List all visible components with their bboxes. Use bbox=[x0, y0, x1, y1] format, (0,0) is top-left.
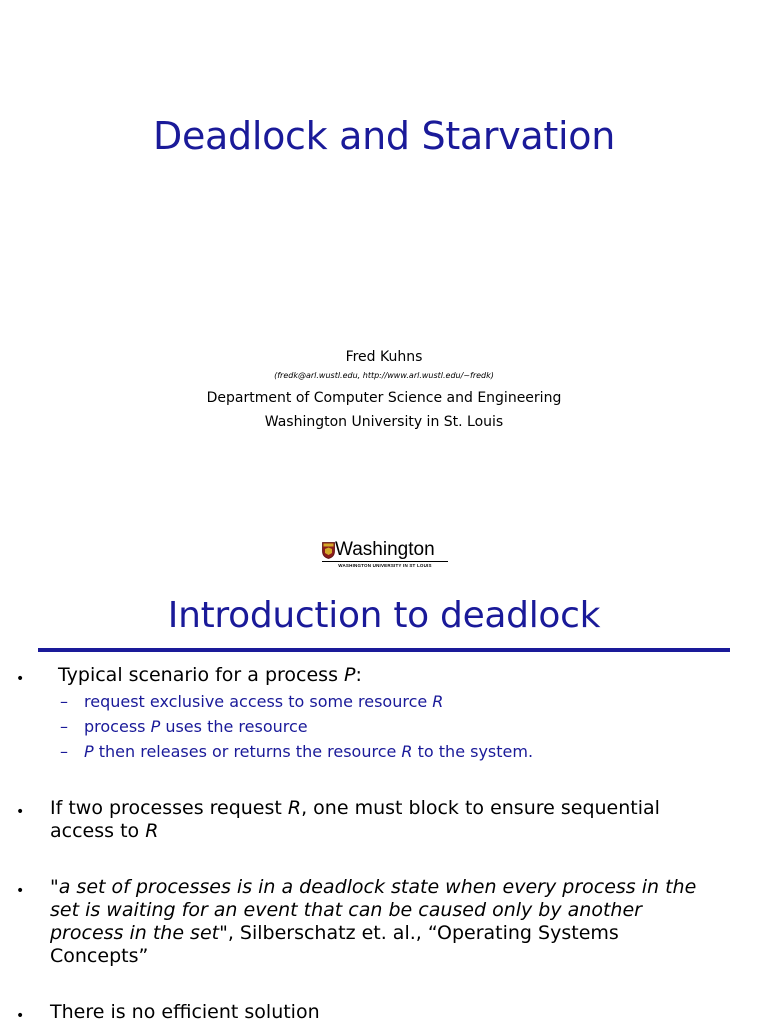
author-name: Fred Kuhns bbox=[345, 349, 423, 365]
title-rule bbox=[38, 648, 730, 652]
university: Washington University in St. Louis bbox=[264, 414, 504, 430]
bullet-text: "a set of processes is in a deadlock state when every process in the set is waiting for an event that can be caused only by another process in the set", Silberschatz et. al., “Operating Systems Concepts” bbox=[50, 876, 697, 967]
bullet-marker: • bbox=[16, 804, 25, 820]
sub-bullet-text: request exclusive access to some resource R bbox=[84, 692, 444, 711]
slide-title: Introduction to deadlock bbox=[167, 595, 601, 636]
bullet-text: If two processes request R, one must block to ensure sequential access to R bbox=[50, 797, 660, 842]
bullet-text: There is no efficient solution bbox=[50, 1001, 320, 1023]
author-contact: (fredk@arl.wustl.edu, http://www.arl.wustl.edu/~fredk) bbox=[274, 371, 494, 380]
logo-wordmark: Washington bbox=[335, 539, 435, 560]
sub-bullet-marker: – bbox=[60, 692, 68, 711]
slide-title: Deadlock and Starvation bbox=[153, 114, 615, 158]
sub-bullet-marker: – bbox=[60, 717, 68, 736]
university-logo bbox=[322, 540, 462, 570]
logo-subtitle: WASHINGTON UNIVERSITY IN ST LOUIS bbox=[322, 561, 448, 568]
sub-bullet-text: P then releases or returns the resource R to the system. bbox=[84, 742, 534, 761]
sub-bullet-marker: – bbox=[60, 742, 68, 761]
bullet-marker: • bbox=[16, 1008, 25, 1024]
bullet-marker: • bbox=[16, 883, 25, 899]
sub-bullet-text: process P uses the resource bbox=[84, 717, 308, 736]
crest-icon bbox=[322, 542, 335, 559]
department: Department of Computer Science and Engineering bbox=[206, 390, 562, 406]
bullet-text: Typical scenario for a process P: bbox=[58, 664, 362, 686]
content-slide bbox=[0, 585, 768, 1024]
bullet-marker: • bbox=[16, 671, 25, 687]
